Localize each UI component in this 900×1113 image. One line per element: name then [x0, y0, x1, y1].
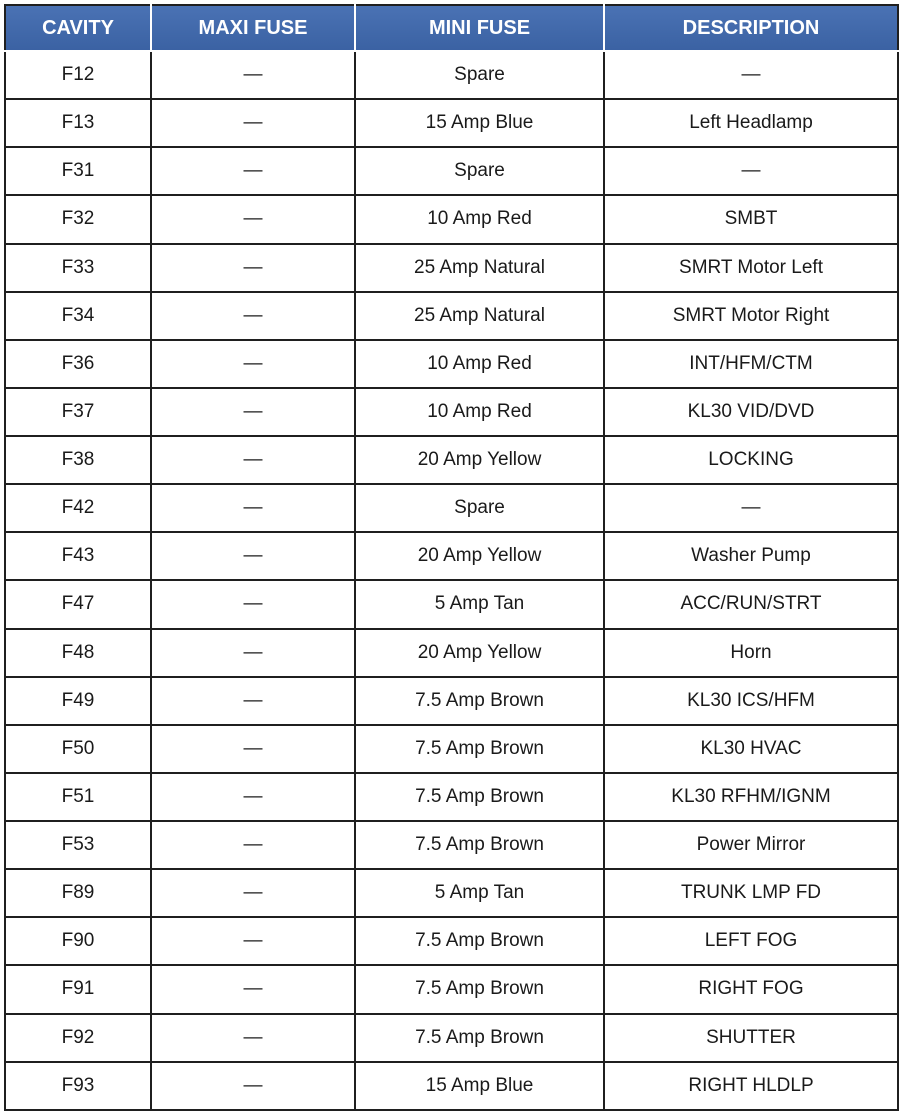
maxi-fuse-cell: — — [151, 532, 355, 580]
mini-fuse-cell: 7.5 Amp Brown — [355, 821, 604, 869]
cavity-cell: F89 — [5, 869, 151, 917]
cavity-cell: F42 — [5, 484, 151, 532]
table-row — [5, 1062, 898, 1110]
description-cell: SMRT Motor Left — [604, 244, 898, 292]
cavity-cell: F53 — [5, 821, 151, 869]
maxi-fuse-cell: — — [151, 1014, 355, 1062]
mini-fuse-cell: 7.5 Amp Brown — [355, 677, 604, 725]
table-row — [5, 869, 898, 917]
table-row — [5, 99, 898, 147]
mini-fuse-cell: 15 Amp Blue — [355, 99, 604, 147]
description-cell: — — [604, 51, 898, 99]
mini-fuse-cell: 7.5 Amp Brown — [355, 725, 604, 773]
table-row — [5, 580, 898, 628]
cavity-cell: F38 — [5, 436, 151, 484]
table-row — [5, 965, 898, 1013]
cavity-cell: F34 — [5, 292, 151, 340]
cavity-cell: F93 — [5, 1062, 151, 1110]
maxi-fuse-cell: — — [151, 677, 355, 725]
header-maxi-fuse: MAXI FUSE — [151, 5, 355, 51]
description-cell: Power Mirror — [604, 821, 898, 869]
description-cell: Washer Pump — [604, 532, 898, 580]
cavity-cell: F91 — [5, 965, 151, 1013]
mini-fuse-cell: 20 Amp Yellow — [355, 436, 604, 484]
mini-fuse-cell: 7.5 Amp Brown — [355, 965, 604, 1013]
mini-fuse-cell: 10 Amp Red — [355, 388, 604, 436]
mini-fuse-cell: Spare — [355, 147, 604, 195]
description-cell: Left Headlamp — [604, 99, 898, 147]
table-body — [5, 51, 898, 1110]
table-row — [5, 244, 898, 292]
table-row — [5, 195, 898, 243]
mini-fuse-cell: 7.5 Amp Brown — [355, 1014, 604, 1062]
cavity-cell: F33 — [5, 244, 151, 292]
description-cell: RIGHT HLDLP — [604, 1062, 898, 1110]
description-cell: KL30 HVAC — [604, 725, 898, 773]
mini-fuse-cell: 20 Amp Yellow — [355, 532, 604, 580]
mini-fuse-cell: 10 Amp Red — [355, 195, 604, 243]
maxi-fuse-cell: — — [151, 99, 355, 147]
table-row — [5, 292, 898, 340]
maxi-fuse-cell: — — [151, 725, 355, 773]
description-cell: RIGHT FOG — [604, 965, 898, 1013]
maxi-fuse-cell: — — [151, 388, 355, 436]
maxi-fuse-cell: — — [151, 1062, 355, 1110]
description-cell: INT/HFM/CTM — [604, 340, 898, 388]
table-row — [5, 51, 898, 99]
table-row — [5, 388, 898, 436]
mini-fuse-cell: 5 Amp Tan — [355, 869, 604, 917]
maxi-fuse-cell: — — [151, 195, 355, 243]
mini-fuse-cell: 15 Amp Blue — [355, 1062, 604, 1110]
table-row — [5, 629, 898, 677]
maxi-fuse-cell: — — [151, 869, 355, 917]
table-row — [5, 147, 898, 195]
description-cell: SMBT — [604, 195, 898, 243]
table-row — [5, 484, 898, 532]
table-row — [5, 773, 898, 821]
cavity-cell: F37 — [5, 388, 151, 436]
maxi-fuse-cell: — — [151, 821, 355, 869]
fuse-table — [4, 4, 899, 1111]
mini-fuse-cell: Spare — [355, 51, 604, 99]
maxi-fuse-cell: — — [151, 484, 355, 532]
maxi-fuse-cell: — — [151, 292, 355, 340]
cavity-cell: F31 — [5, 147, 151, 195]
table-row — [5, 821, 898, 869]
cavity-cell: F32 — [5, 195, 151, 243]
table-row — [5, 436, 898, 484]
description-cell: TRUNK LMP FD — [604, 869, 898, 917]
header-description: DESCRIPTION — [604, 5, 898, 51]
maxi-fuse-cell: — — [151, 147, 355, 195]
table-row — [5, 532, 898, 580]
mini-fuse-cell: 20 Amp Yellow — [355, 629, 604, 677]
maxi-fuse-cell: — — [151, 244, 355, 292]
table-row — [5, 677, 898, 725]
maxi-fuse-cell: — — [151, 965, 355, 1013]
mini-fuse-cell: 25 Amp Natural — [355, 244, 604, 292]
maxi-fuse-cell: — — [151, 580, 355, 628]
cavity-cell: F13 — [5, 99, 151, 147]
header-cavity: CAVITY — [5, 5, 151, 51]
mini-fuse-cell: 10 Amp Red — [355, 340, 604, 388]
description-cell: KL30 VID/DVD — [604, 388, 898, 436]
maxi-fuse-cell: — — [151, 917, 355, 965]
maxi-fuse-cell: — — [151, 51, 355, 99]
mini-fuse-cell: Spare — [355, 484, 604, 532]
maxi-fuse-cell: — — [151, 340, 355, 388]
cavity-cell: F36 — [5, 340, 151, 388]
description-cell: Horn — [604, 629, 898, 677]
table-row — [5, 725, 898, 773]
description-cell: LEFT FOG — [604, 917, 898, 965]
cavity-cell: F43 — [5, 532, 151, 580]
table-row — [5, 340, 898, 388]
cavity-cell: F90 — [5, 917, 151, 965]
mini-fuse-cell: 5 Amp Tan — [355, 580, 604, 628]
cavity-cell: F50 — [5, 725, 151, 773]
header-mini-fuse: MINI FUSE — [355, 5, 604, 51]
cavity-cell: F49 — [5, 677, 151, 725]
maxi-fuse-cell: — — [151, 436, 355, 484]
table-row — [5, 917, 898, 965]
mini-fuse-cell: 7.5 Amp Brown — [355, 917, 604, 965]
description-cell: KL30 ICS/HFM — [604, 677, 898, 725]
mini-fuse-cell: 25 Amp Natural — [355, 292, 604, 340]
table-header — [5, 5, 898, 51]
description-cell: ACC/RUN/STRT — [604, 580, 898, 628]
cavity-cell: F51 — [5, 773, 151, 821]
maxi-fuse-cell: — — [151, 773, 355, 821]
description-cell: LOCKING — [604, 436, 898, 484]
maxi-fuse-cell: — — [151, 629, 355, 677]
header-row — [5, 5, 898, 51]
cavity-cell: F92 — [5, 1014, 151, 1062]
table-row — [5, 1014, 898, 1062]
mini-fuse-cell: 7.5 Amp Brown — [355, 773, 604, 821]
description-cell: KL30 RFHM/IGNM — [604, 773, 898, 821]
cavity-cell: F47 — [5, 580, 151, 628]
cavity-cell: F12 — [5, 51, 151, 99]
description-cell: SMRT Motor Right — [604, 292, 898, 340]
description-cell: SHUTTER — [604, 1014, 898, 1062]
cavity-cell: F48 — [5, 629, 151, 677]
description-cell: — — [604, 484, 898, 532]
description-cell: — — [604, 147, 898, 195]
